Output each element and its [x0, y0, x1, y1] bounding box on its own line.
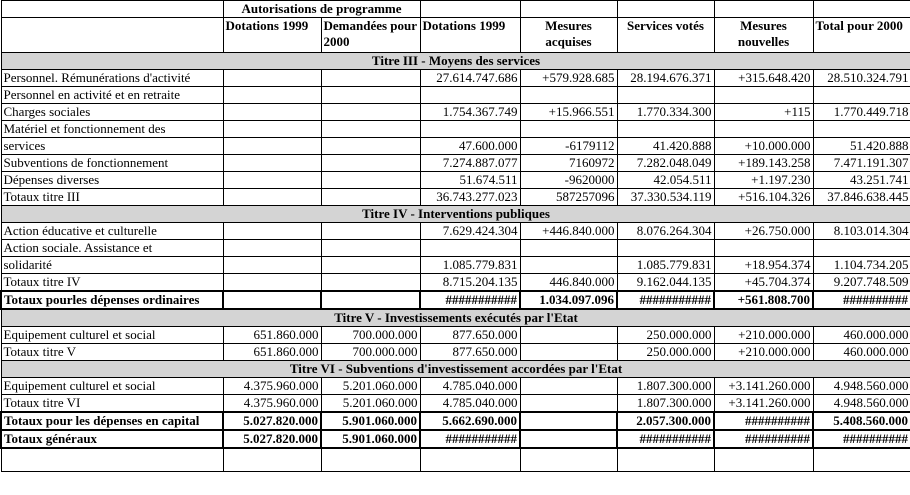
value-cell[interactable] [813, 240, 910, 257]
value-cell[interactable] [520, 378, 617, 395]
value-cell[interactable]: 47.600.000 [420, 138, 520, 155]
value-cell[interactable] [617, 240, 714, 257]
value-cell[interactable]: 4.948.560.000 [813, 378, 910, 395]
row-label-cell[interactable]: Totaux pour les dépenses en capital [1, 412, 223, 430]
value-cell[interactable] [813, 87, 910, 104]
value-cell[interactable] [223, 138, 321, 155]
row-label-cell[interactable]: Equipement culturel et social [1, 378, 223, 395]
value-cell[interactable] [321, 104, 420, 121]
value-cell[interactable]: -9620000 [520, 172, 617, 189]
table-row [1, 70, 910, 87]
value-cell[interactable] [813, 448, 910, 471]
value-cell[interactable]: 27.614.747.686 [420, 70, 520, 87]
value-cell[interactable]: 5.201.060.000 [321, 395, 420, 413]
value-cell[interactable]: ########## [714, 412, 813, 430]
value-cell[interactable] [321, 121, 420, 138]
value-cell[interactable]: +18.954.374 [714, 257, 813, 274]
value-cell[interactable]: +26.750.000 [714, 223, 813, 240]
value-cell[interactable] [321, 172, 420, 189]
header-empty-cell[interactable] [520, 1, 617, 18]
value-cell[interactable] [520, 395, 617, 413]
value-cell[interactable]: 877.650.000 [420, 327, 520, 344]
value-cell[interactable] [223, 448, 321, 471]
value-cell[interactable]: 1.104.734.205 [813, 257, 910, 274]
section-title-row [1, 309, 910, 327]
section-title[interactable]: Titre IV - Interventions publiques [1, 206, 910, 223]
value-cell[interactable]: 5.901.060.000 [321, 412, 420, 430]
value-cell[interactable]: 5.408.560.000 [813, 412, 910, 430]
section-title[interactable]: Titre V - Investissements exécutés par l'Etat [1, 309, 910, 327]
table-row [1, 87, 910, 104]
value-cell[interactable]: +45.704.374 [714, 274, 813, 292]
table-row [1, 223, 910, 240]
value-cell[interactable] [420, 240, 520, 257]
total-row [1, 412, 910, 430]
row-label-cell[interactable]: Totaux titre VI [1, 395, 223, 413]
value-cell[interactable]: 7160972 [520, 155, 617, 172]
table-header [1, 1, 910, 53]
col-header-dotations-1999-ap[interactable]: Dotations 1999 [223, 18, 321, 53]
value-cell[interactable]: 8.715.204.135 [420, 274, 520, 292]
value-cell[interactable]: 446.840.000 [520, 274, 617, 292]
value-cell[interactable]: 9.207.748.509 [813, 274, 910, 292]
col-header-dotations-1999[interactable]: Dotations 1999 [420, 18, 520, 53]
row-label-cell[interactable]: Totaux titre V [1, 344, 223, 361]
value-cell[interactable]: +446.840.000 [520, 223, 617, 240]
value-cell[interactable] [617, 121, 714, 138]
value-cell[interactable]: +3.141.260.000 [714, 378, 813, 395]
table-row [1, 121, 910, 138]
table-row [1, 155, 910, 172]
value-cell[interactable] [321, 240, 420, 257]
value-cell[interactable]: 37.330.534.119 [617, 189, 714, 206]
value-cell[interactable]: +210.000.000 [714, 327, 813, 344]
value-cell[interactable]: 4.948.560.000 [813, 395, 910, 413]
value-cell[interactable]: +3.141.260.000 [714, 395, 813, 413]
value-cell[interactable]: 1.807.300.000 [617, 378, 714, 395]
col-header-mesures-acquises[interactable]: Mesures acquises [520, 18, 617, 53]
value-cell[interactable]: 460.000.000 [813, 344, 910, 361]
value-cell[interactable]: 7.471.191.307 [813, 155, 910, 172]
value-cell[interactable] [223, 257, 321, 274]
value-cell[interactable] [617, 87, 714, 104]
value-cell[interactable] [520, 87, 617, 104]
value-cell[interactable] [714, 87, 813, 104]
table-row [1, 240, 910, 257]
value-cell[interactable] [223, 189, 321, 206]
table-row [1, 274, 910, 292]
value-cell[interactable] [813, 121, 910, 138]
value-cell[interactable] [321, 274, 420, 292]
row-label-cell[interactable]: Action sociale. Assistance et [1, 240, 223, 257]
row-label-cell[interactable]: Matériel et fonctionnement des [1, 121, 223, 138]
value-cell[interactable] [321, 189, 420, 206]
value-cell[interactable]: ########### [617, 430, 714, 448]
table-row [1, 327, 910, 344]
header-empty-cell[interactable] [813, 1, 910, 18]
value-cell[interactable] [520, 327, 617, 344]
row-label-cell[interactable]: solidarité [1, 257, 223, 274]
value-cell[interactable] [420, 448, 520, 471]
value-cell[interactable]: 651.860.000 [223, 327, 321, 344]
value-cell[interactable]: ########## [714, 430, 813, 448]
value-cell[interactable]: 7.629.424.304 [420, 223, 520, 240]
value-cell[interactable]: 5.027.820.000 [223, 412, 321, 430]
table-row [1, 378, 910, 395]
value-cell[interactable]: +516.104.326 [714, 189, 813, 206]
value-cell[interactable]: ########### [420, 291, 520, 309]
value-cell[interactable]: 41.420.888 [617, 138, 714, 155]
value-cell[interactable] [321, 70, 420, 87]
header-columns-row [1, 18, 910, 53]
row-label-cell[interactable]: Totaux généraux [1, 430, 223, 448]
section-title-row [1, 53, 910, 70]
value-cell[interactable]: +10.000.000 [714, 138, 813, 155]
value-cell[interactable]: 42.054.511 [617, 172, 714, 189]
col-header-services-votes[interactable]: Services votés [617, 18, 714, 53]
row-label-cell[interactable]: Totaux titre III [1, 189, 223, 206]
table-row [1, 395, 910, 413]
value-cell[interactable] [223, 70, 321, 87]
value-cell[interactable]: 700.000.000 [321, 344, 420, 361]
value-cell[interactable]: 9.162.044.135 [617, 274, 714, 292]
total-row [1, 291, 910, 309]
value-cell[interactable]: ########## [813, 291, 910, 309]
value-cell[interactable] [520, 240, 617, 257]
value-cell[interactable]: 1.034.097.096 [520, 291, 617, 309]
value-cell[interactable]: ########### [420, 430, 520, 448]
table-row [1, 172, 910, 189]
section-title[interactable]: Titre III - Moyens des services [1, 53, 910, 70]
value-cell[interactable] [714, 448, 813, 471]
value-cell[interactable]: +1.197.230 [714, 172, 813, 189]
value-cell[interactable]: 28.194.676.371 [617, 70, 714, 87]
value-cell[interactable]: 1.085.779.831 [617, 257, 714, 274]
value-cell[interactable]: 36.743.277.023 [420, 189, 520, 206]
value-cell[interactable]: +15.966.551 [520, 104, 617, 121]
value-cell[interactable]: 5.027.820.000 [223, 430, 321, 448]
value-cell[interactable] [223, 274, 321, 292]
table-body [1, 53, 910, 472]
col-header-demandees-pour-2000[interactable]: Demandées pour 2000 [321, 18, 420, 53]
value-cell[interactable]: 1.770.449.718 [813, 104, 910, 121]
row-label-cell[interactable] [1, 448, 223, 471]
value-cell[interactable] [321, 223, 420, 240]
value-cell[interactable] [520, 412, 617, 430]
value-cell[interactable]: +579.928.685 [520, 70, 617, 87]
value-cell[interactable]: ########## [813, 430, 910, 448]
value-cell[interactable] [223, 104, 321, 121]
header-empty-cell[interactable] [1, 18, 223, 53]
value-cell[interactable]: 51.420.888 [813, 138, 910, 155]
value-cell[interactable] [321, 257, 420, 274]
value-cell[interactable]: 4.785.040.000 [420, 395, 520, 413]
col-header-total-pour-2000[interactable]: Total pour 2000 [813, 18, 910, 53]
value-cell[interactable]: 4.785.040.000 [420, 378, 520, 395]
value-cell[interactable] [520, 448, 617, 471]
row-label-cell[interactable]: Personnel. Rémunérations d'activité [1, 70, 223, 87]
value-cell[interactable]: +315.648.420 [714, 70, 813, 87]
value-cell[interactable] [520, 344, 617, 361]
value-cell[interactable] [420, 87, 520, 104]
value-cell[interactable] [617, 448, 714, 471]
value-cell[interactable]: 1.770.334.300 [617, 104, 714, 121]
row-label-cell[interactable]: Totaux pourles dépenses ordinaires [1, 291, 223, 309]
value-cell[interactable]: 587257096 [520, 189, 617, 206]
value-cell[interactable] [520, 257, 617, 274]
row-label-cell[interactable]: Charges sociales [1, 104, 223, 121]
row-label-cell[interactable]: services [1, 138, 223, 155]
row-label-cell[interactable]: Totaux titre IV [1, 274, 223, 292]
header-empty-cell[interactable] [617, 1, 714, 18]
header-empty-cell[interactable] [714, 1, 813, 18]
value-cell[interactable]: 1.754.367.749 [420, 104, 520, 121]
value-cell[interactable] [520, 121, 617, 138]
value-cell[interactable]: 460.000.000 [813, 327, 910, 344]
value-cell[interactable] [223, 121, 321, 138]
value-cell[interactable]: 43.251.741 [813, 172, 910, 189]
value-cell[interactable]: 877.650.000 [420, 344, 520, 361]
value-cell[interactable]: +115 [714, 104, 813, 121]
value-cell[interactable]: 1.807.300.000 [617, 395, 714, 413]
value-cell[interactable] [321, 448, 420, 471]
value-cell[interactable]: 4.375.960.000 [223, 378, 321, 395]
value-cell[interactable] [223, 155, 321, 172]
row-label-cell[interactable]: Action éducative et culturelle [1, 223, 223, 240]
value-cell[interactable]: 651.860.000 [223, 344, 321, 361]
value-cell[interactable]: 5.201.060.000 [321, 378, 420, 395]
value-cell[interactable] [223, 223, 321, 240]
value-cell[interactable] [321, 291, 420, 309]
value-cell[interactable] [420, 121, 520, 138]
table-row [1, 344, 910, 361]
value-cell[interactable] [223, 240, 321, 257]
value-cell[interactable]: 8.103.014.304 [813, 223, 910, 240]
table-row [1, 189, 910, 206]
value-cell[interactable] [714, 240, 813, 257]
group-header-autorisations-de-programme[interactable]: Autorisations de programme [223, 1, 420, 18]
value-cell[interactable]: ########### [617, 291, 714, 309]
value-cell[interactable]: +189.143.258 [714, 155, 813, 172]
value-cell[interactable] [321, 155, 420, 172]
col-header-mesures-nouvelles[interactable]: Mesures nouvelles [714, 18, 813, 53]
value-cell[interactable]: 7.274.887.077 [420, 155, 520, 172]
table-row [1, 104, 910, 121]
section-title[interactable]: Titre VI - Subventions d'investissement accordées par l'Etat [1, 361, 910, 378]
value-cell[interactable] [223, 87, 321, 104]
value-cell[interactable] [714, 121, 813, 138]
value-cell[interactable]: 250.000.000 [617, 344, 714, 361]
value-cell[interactable]: +210.000.000 [714, 344, 813, 361]
value-cell[interactable] [223, 291, 321, 309]
value-cell[interactable]: 5.901.060.000 [321, 430, 420, 448]
header-group-row [1, 1, 910, 18]
row-label-cell[interactable]: Personnel en activité et en retraite [1, 87, 223, 104]
value-cell[interactable]: 7.282.048.049 [617, 155, 714, 172]
value-cell[interactable]: 28.510.324.791 [813, 70, 910, 87]
header-empty-cell[interactable] [420, 1, 520, 18]
row-label-cell[interactable]: Dépenses diverses [1, 172, 223, 189]
table-row [1, 257, 910, 274]
total-row [1, 430, 910, 448]
value-cell[interactable]: 5.662.690.000 [420, 412, 520, 430]
value-cell[interactable]: +561.808.700 [714, 291, 813, 309]
table-row [1, 448, 910, 471]
section-title-row [1, 206, 910, 223]
value-cell[interactable] [223, 172, 321, 189]
section-title-row [1, 361, 910, 378]
value-cell[interactable] [321, 138, 420, 155]
value-cell[interactable]: 700.000.000 [321, 327, 420, 344]
value-cell[interactable]: 8.076.264.304 [617, 223, 714, 240]
value-cell[interactable] [520, 430, 617, 448]
value-cell[interactable]: 37.846.638.445 [813, 189, 910, 206]
row-label-cell[interactable]: Subventions de fonctionnement [1, 155, 223, 172]
value-cell[interactable]: -6179112 [520, 138, 617, 155]
value-cell[interactable]: 2.057.300.000 [617, 412, 714, 430]
row-label-cell[interactable]: Equipement culturel et social [1, 327, 223, 344]
value-cell[interactable]: 1.085.779.831 [420, 257, 520, 274]
value-cell[interactable]: 4.375.960.000 [223, 395, 321, 413]
value-cell[interactable]: 250.000.000 [617, 327, 714, 344]
corner-cell[interactable] [1, 1, 223, 18]
table-row [1, 138, 910, 155]
value-cell[interactable] [321, 87, 420, 104]
value-cell[interactable]: 51.674.511 [420, 172, 520, 189]
